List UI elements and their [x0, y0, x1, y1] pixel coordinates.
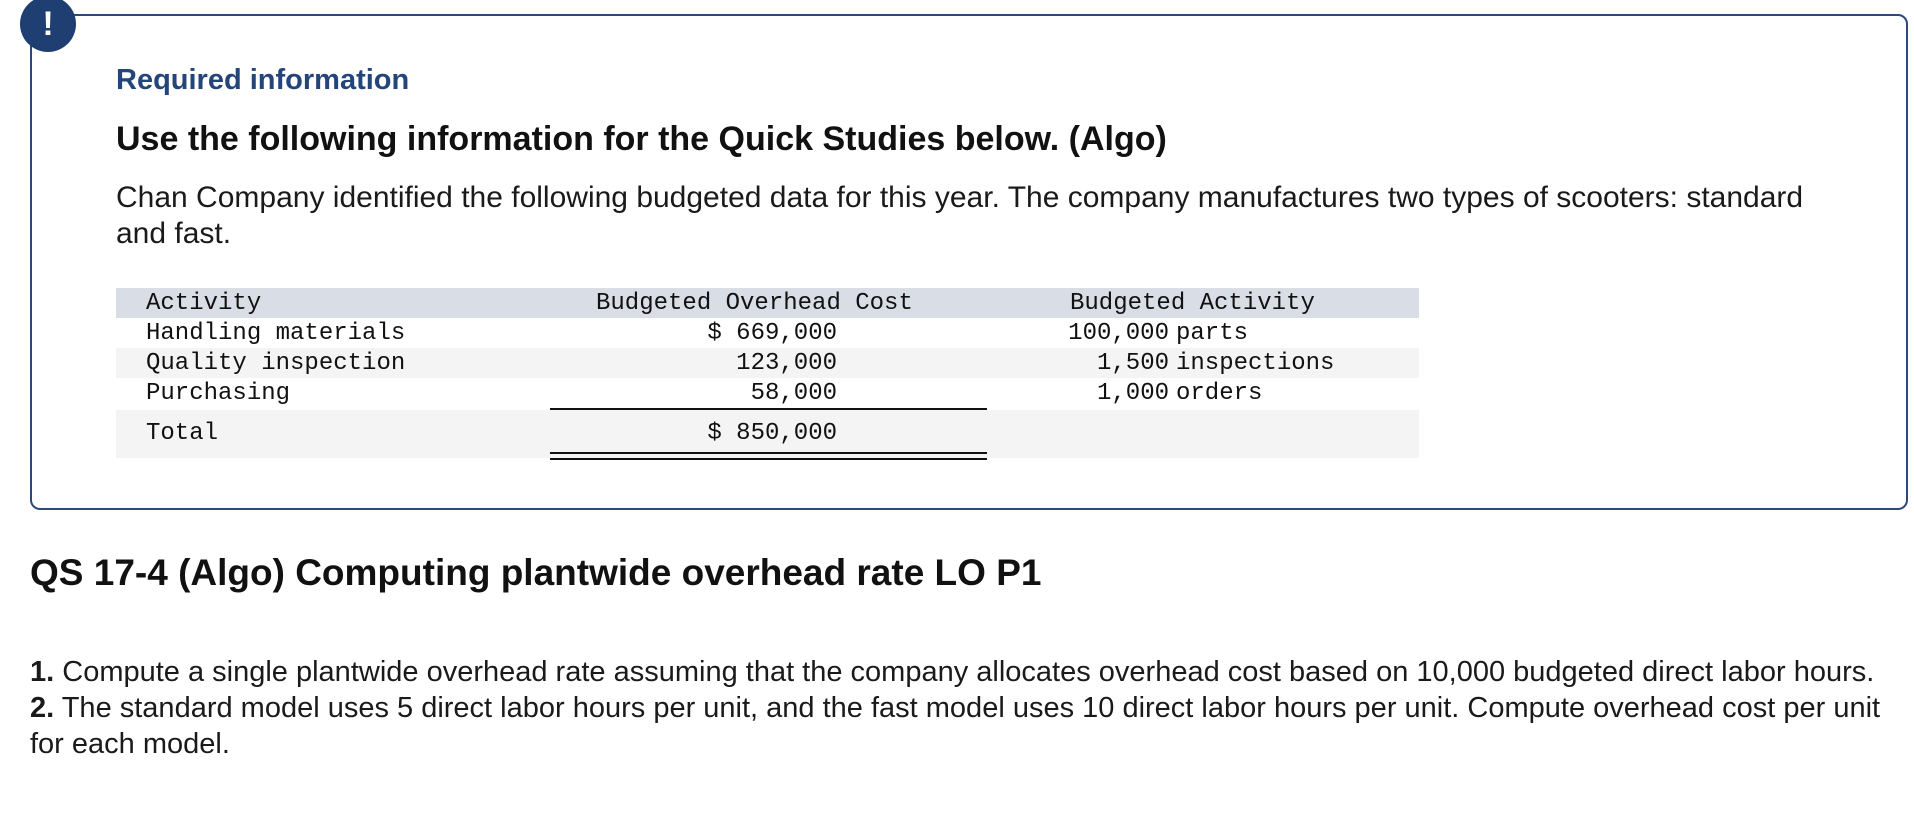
table-total-row [116, 410, 1419, 458]
required-information-title: Required information [116, 64, 410, 96]
total-double-rule [550, 452, 987, 460]
question-number: 1. [30, 656, 55, 688]
question-text: Compute a single plantwide overhead rate assuming that the company allocates overhead cost based on 10,000 budgeted direct labor hours. [54, 656, 1875, 688]
budget-table [116, 288, 1419, 458]
table-header-row [116, 288, 1419, 318]
header-activity: Activity [146, 290, 262, 317]
use-information-heading: Use the following information for the Quick Studies below. (Algo) [116, 120, 1167, 158]
question-item [30, 654, 1890, 690]
row-activity: Purchasing [146, 380, 291, 407]
header-budgeted-activity: Budgeted Activity [1070, 290, 1315, 317]
row-qty: 100,000 [1068, 320, 1169, 347]
row-cost: 123,000 [736, 350, 837, 377]
row-cost: 58,000 [750, 380, 837, 407]
total-cost: $ 850,000 [707, 420, 837, 447]
row-activity: Quality inspection [146, 350, 406, 377]
question-list [30, 654, 1890, 762]
row-unit: inspections [1176, 350, 1335, 377]
table-row [116, 378, 1419, 408]
row-unit: parts [1176, 320, 1249, 347]
header-budgeted-overhead-cost: Budgeted Overhead Cost [596, 290, 913, 317]
row-unit: orders [1176, 380, 1263, 407]
question-item [30, 690, 1890, 762]
row-activity: Handling materials [146, 320, 406, 347]
question-text: The standard model uses 5 direct labor hours per unit, and the fast model uses 10 direct labor hours per unit. Compute overhead cost per unit for each model. [30, 692, 1881, 760]
table-row [116, 318, 1419, 348]
question-number: 2. [30, 692, 55, 724]
exclamation-icon: ! [20, 0, 76, 52]
total-label: Total [146, 420, 219, 447]
table-row [116, 348, 1419, 378]
row-qty: 1,500 [1096, 350, 1169, 377]
row-qty: 1,000 [1096, 380, 1169, 407]
row-cost: $ 669,000 [707, 320, 837, 347]
question-title: QS 17-4 (Algo) Computing plantwide overhead rate LO P1 [30, 552, 1042, 593]
intro-paragraph: Chan Company identified the following budgeted data for this year. The company manufactures two types of scooters: standard and fast. [116, 181, 1804, 250]
